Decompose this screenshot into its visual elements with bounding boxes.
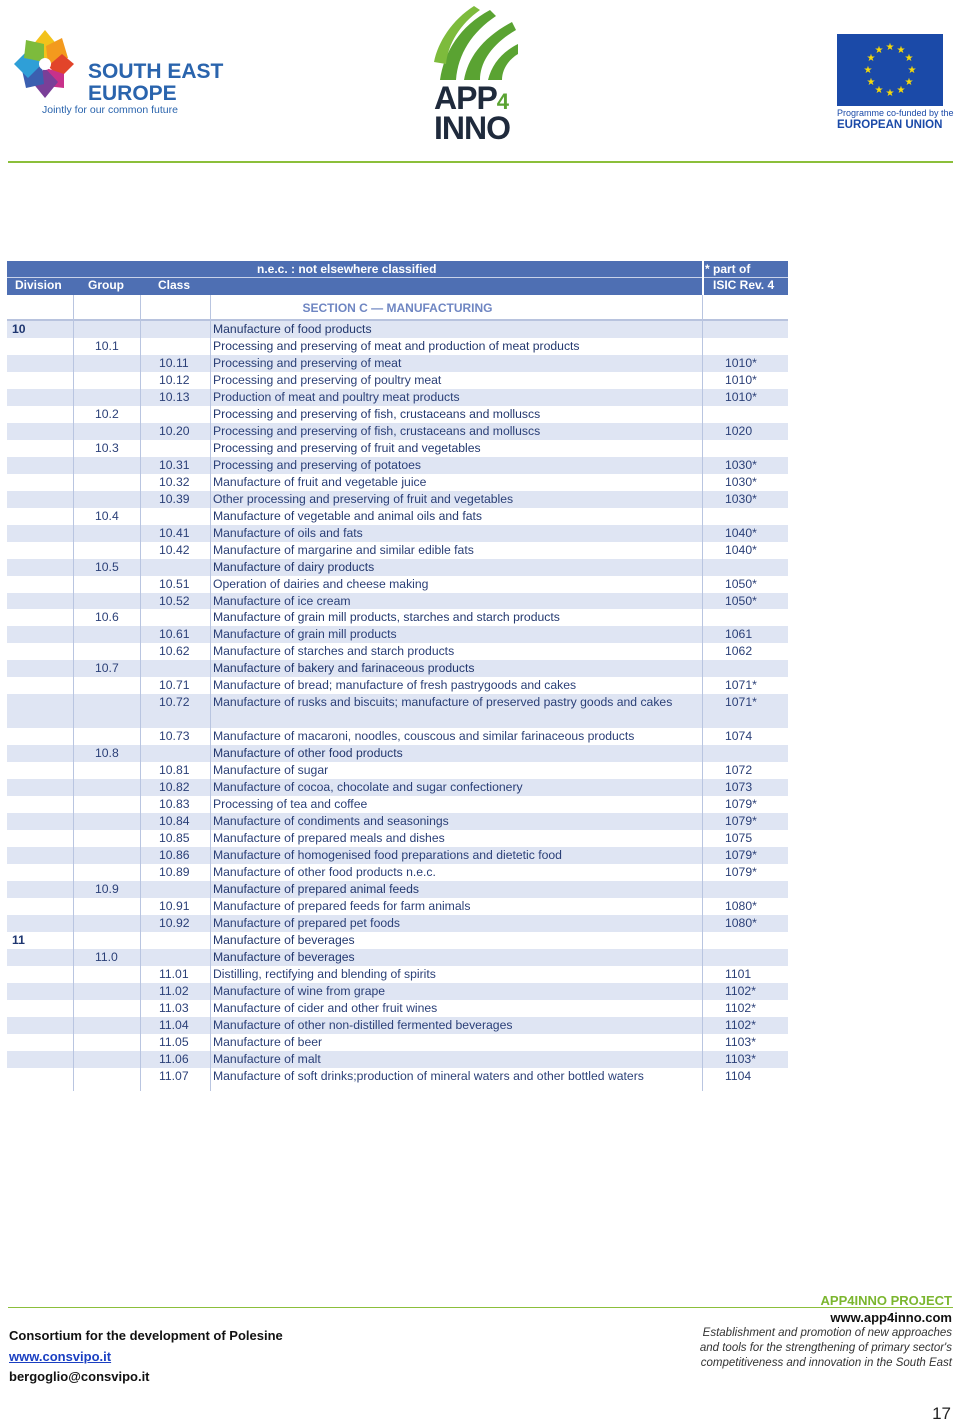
app-four: 4 — [496, 89, 509, 114]
page-number: 17 — [932, 1404, 951, 1423]
row-isic: 1079* — [725, 865, 757, 880]
row-class: 10.12 — [159, 372, 190, 387]
svg-text:★: ★ — [904, 53, 914, 64]
table-row — [7, 966, 788, 983]
table-row — [7, 813, 788, 830]
footer-email: bergoglio@consvipo.it — [9, 1369, 150, 1384]
col-divider-4 — [702, 295, 703, 1091]
row-division: 10 — [12, 322, 26, 336]
row-isic: 1062 — [725, 644, 753, 659]
row-class: 10.42 — [159, 542, 190, 557]
row-description: Manufacture of ice cream — [213, 593, 351, 608]
row-description: Processing and preserving of meat and production of meat products — [213, 338, 580, 353]
svg-text:★: ★ — [896, 85, 906, 96]
row-class: 10.62 — [159, 644, 190, 659]
table-row — [7, 1068, 788, 1085]
row-description: Distilling, rectifying and blending of spirits — [213, 966, 436, 981]
svg-text:★: ★ — [885, 42, 895, 53]
row-isic: 1103* — [725, 1051, 756, 1066]
app-word: APP — [434, 80, 497, 116]
row-description: Manufacture of condiments and seasonings — [213, 814, 449, 829]
footer-org: Consortium for the development of Polesine — [9, 1328, 283, 1343]
row-description: Processing and preserving of fish, crustaceans and molluscs — [213, 423, 541, 438]
table-row — [7, 355, 788, 372]
row-description: Manufacture of prepared meals and dishes — [213, 831, 445, 846]
row-group: 11.0 — [95, 949, 118, 964]
row-description: Manufacture of prepared animal feeds — [213, 881, 419, 896]
row-class: 10.13 — [159, 389, 190, 404]
table-row — [7, 576, 788, 593]
table-row — [7, 830, 788, 847]
row-isic: 1101 — [725, 966, 752, 981]
row-group: 10.5 — [95, 559, 119, 574]
see-flower-icon — [6, 26, 84, 104]
table-row — [7, 321, 788, 338]
row-class: 10.91 — [159, 898, 190, 913]
table-row — [7, 660, 788, 677]
table-row — [7, 626, 788, 643]
table-row — [7, 728, 788, 745]
row-isic: 1102* — [725, 1017, 756, 1032]
col-divider-2 — [140, 295, 141, 1091]
table-row — [7, 881, 788, 898]
table-row — [7, 389, 788, 406]
nace-table — [7, 261, 788, 1091]
row-isic: 1079* — [725, 797, 757, 812]
row-description: Manufacture of oils and fats — [213, 525, 363, 540]
row-isic: 1102* — [725, 1000, 756, 1015]
row-isic: 1071* — [725, 695, 757, 710]
row-class: 10.20 — [159, 423, 190, 438]
row-group: 10.1 — [95, 338, 119, 353]
row-isic: 1073 — [725, 780, 753, 795]
row-class: 10.39 — [159, 491, 190, 506]
table-row — [7, 559, 788, 576]
row-class: 10.81 — [159, 763, 190, 778]
table-row — [7, 440, 788, 457]
row-class: 10.82 — [159, 780, 190, 795]
row-division: 11 — [12, 932, 25, 947]
row-description: Manufacture of margarine and similar edible fats — [213, 542, 474, 557]
row-description: Processing of tea and coffee — [213, 797, 368, 812]
see-tagline: Jointly for our common future — [42, 104, 178, 116]
field-stripes-icon — [430, 2, 522, 82]
row-description: Manufacture of dairy products — [213, 559, 375, 574]
nec-note: n.e.c. : not elsewhere classified — [257, 262, 437, 276]
table-row — [7, 745, 788, 762]
table-row — [7, 542, 788, 559]
table-row — [7, 898, 788, 915]
table-row — [7, 593, 788, 610]
header-col-divider — [702, 261, 704, 295]
footer-project — [700, 1292, 952, 1371]
row-class: 10.92 — [159, 915, 190, 930]
svg-text:★: ★ — [885, 88, 895, 99]
app4inno-logo — [430, 2, 522, 144]
table-row — [7, 372, 788, 389]
table-row — [7, 677, 788, 694]
row-isic: 1020 — [725, 423, 753, 438]
row-group: 10.2 — [95, 406, 119, 421]
row-isic: 1010* — [725, 372, 757, 387]
row-isic: 1050* — [725, 576, 757, 591]
row-description: Manufacture of vegetable and animal oils and fats — [213, 508, 482, 523]
header-inner-divider — [7, 277, 788, 278]
row-isic: 1075 — [725, 831, 753, 846]
row-class: 10.83 — [159, 797, 190, 812]
row-description: Manufacture of grain mill products — [213, 627, 397, 642]
row-class: 11.07 — [159, 1068, 189, 1083]
table-row — [7, 796, 788, 813]
row-class: 11.04 — [159, 1017, 189, 1032]
header-division: Division — [15, 278, 62, 292]
row-class: 11.06 — [159, 1051, 189, 1066]
row-isic: 1074 — [725, 729, 753, 744]
row-isic: 1080* — [725, 915, 757, 930]
row-group: 10.4 — [95, 508, 119, 523]
row-description: Manufacture of grain mill products, starches and starch products — [213, 610, 560, 625]
col-divider-1 — [73, 295, 74, 1091]
row-description: Manufacture of starches and starch products — [213, 644, 455, 659]
row-description: Other processing and preserving of fruit and vegetables — [213, 491, 514, 506]
svg-text:★: ★ — [874, 85, 884, 96]
header-divider — [8, 161, 953, 163]
table-row — [7, 423, 788, 440]
row-description: Operation of dairies and cheese making — [213, 576, 429, 591]
row-description: Manufacture of rusks and biscuits; manufacture of preserved pastry goods and cakes — [213, 695, 673, 710]
row-isic: 1103* — [725, 1034, 756, 1049]
table-row — [7, 609, 788, 626]
row-class: 10.71 — [159, 678, 190, 693]
row-description: Manufacture of bread; manufacture of fresh pastrygoods and cakes — [213, 678, 577, 693]
table-row — [7, 1017, 788, 1034]
table-row — [7, 406, 788, 423]
row-description: Manufacture of fruit and vegetable juice — [213, 474, 427, 489]
see-title-line2: EUROPE — [88, 82, 177, 105]
row-class: 10.72 — [159, 695, 190, 710]
row-group: 10.8 — [95, 746, 119, 761]
row-class: 10.86 — [159, 848, 190, 863]
table-row — [7, 847, 788, 864]
footer-website-link[interactable]: www.consvipo.it — [9, 1348, 112, 1364]
svg-text:★: ★ — [896, 45, 906, 56]
svg-text:★: ★ — [866, 53, 876, 64]
row-class: 10.31 — [159, 457, 190, 472]
footer-desc-line1: Establishment and promotion of new approaches — [702, 1327, 952, 1339]
table-row — [7, 457, 788, 474]
table-row — [7, 1034, 788, 1051]
table-row — [7, 949, 788, 966]
eu-flag-icon — [837, 34, 943, 106]
table-body — [7, 321, 788, 1085]
svg-text:★: ★ — [907, 65, 917, 76]
row-isic: 1080* — [725, 898, 757, 913]
row-isic: 1061 — [725, 627, 753, 642]
row-description: Manufacture of wine from grape — [213, 983, 386, 998]
row-group: 10.3 — [95, 440, 119, 455]
row-class: 10.41 — [159, 525, 190, 540]
row-description: Manufacture of soft drinks;production of mineral waters and other bottled waters — [213, 1068, 644, 1083]
south-east-europe-logo — [6, 26, 236, 121]
svg-text:★: ★ — [863, 65, 873, 76]
row-class: 10.52 — [159, 593, 190, 608]
row-class: 10.61 — [159, 627, 190, 642]
table-row — [7, 508, 788, 525]
row-isic: 1071* — [725, 678, 757, 693]
table-row — [7, 474, 788, 491]
eu-caption-line1: Programme co-funded by the — [837, 108, 954, 118]
row-description: Processing and preserving of meat — [213, 355, 402, 370]
row-isic: 1079* — [725, 814, 757, 829]
row-isic: 1030* — [725, 491, 757, 506]
table-row — [7, 338, 788, 355]
row-isic: 1104 — [725, 1068, 752, 1083]
row-description: Manufacture of cider and other fruit wines — [213, 1000, 438, 1015]
row-group: 10.6 — [95, 610, 119, 625]
row-class: 11.05 — [159, 1034, 189, 1049]
table-row — [7, 1051, 788, 1068]
row-group: 10.7 — [95, 661, 119, 676]
row-description: Manufacture of other food products — [213, 746, 403, 761]
row-description: Manufacture of cocoa, chocolate and sugar confectionery — [213, 780, 523, 795]
svg-text:★: ★ — [874, 45, 884, 56]
eu-caption-line2: EUROPEAN UNION — [837, 119, 943, 131]
table-row — [7, 932, 788, 949]
row-isic: 1050* — [725, 593, 757, 608]
row-class: 10.11 — [159, 355, 189, 370]
header-isic-line2: ISIC Rev. 4 — [713, 278, 775, 292]
eu-stars-icon — [837, 34, 943, 106]
row-description: Manufacture of beverages — [213, 932, 355, 947]
row-description: Manufacture of malt — [213, 1051, 321, 1066]
row-isic: 1010* — [725, 355, 757, 370]
header-group: Group — [88, 278, 124, 292]
section-title: SECTION C — MANUFACTURING — [7, 295, 788, 321]
eu-logo — [835, 34, 954, 134]
row-description: Processing and preserving of poultry meat — [213, 372, 442, 387]
app-wordmark-line2: INNO — [434, 110, 510, 146]
row-isic: 1040* — [725, 525, 757, 540]
row-description: Manufacture of other food products n.e.c. — [213, 865, 436, 880]
row-description: Manufacture of prepared pet foods — [213, 915, 400, 930]
row-isic: 1030* — [725, 457, 757, 472]
row-description: Processing and preserving of fish, crustaceans and molluscs — [213, 406, 541, 421]
row-description: Manufacture of sugar — [213, 763, 329, 778]
row-isic: 1102* — [725, 983, 756, 998]
table-row — [7, 694, 788, 728]
table-row — [7, 525, 788, 542]
row-class: 10.32 — [159, 474, 190, 489]
row-description: Manufacture of homogenised food preparations and dietetic food — [213, 848, 562, 863]
row-description: Manufacture of food products — [213, 322, 372, 336]
row-isic: 1010* — [725, 389, 757, 404]
footer-desc-line2: and tools for the strengthening of primary sector's — [699, 1342, 952, 1354]
row-description: Manufacture of prepared feeds for farm animals — [213, 898, 471, 913]
header-class: Class — [158, 278, 191, 292]
footer-project-site: www.app4inno.com — [830, 1310, 952, 1325]
table-header — [7, 261, 788, 295]
row-description: Processing and preserving of potatoes — [213, 457, 421, 472]
row-class: 11.01 — [159, 966, 189, 981]
table-row — [7, 1000, 788, 1017]
row-class: 10.85 — [159, 831, 190, 846]
row-description: Production of meat and poultry meat products — [213, 389, 460, 404]
footer-desc-line3: competitiveness and innovation in the South East — [700, 1357, 952, 1369]
table-row — [7, 864, 788, 881]
row-class: 11.02 — [159, 983, 189, 998]
row-description: Manufacture of beer — [213, 1034, 323, 1049]
page-header — [0, 0, 960, 165]
svg-text:★: ★ — [866, 77, 876, 88]
table-row — [7, 491, 788, 508]
row-isic: 1030* — [725, 474, 757, 489]
row-description: Manufacture of beverages — [213, 949, 355, 964]
table-row — [7, 779, 788, 796]
row-isic: 1040* — [725, 542, 757, 557]
footer-contact — [9, 1326, 283, 1388]
row-description: Manufacture of macaroni, noodles, couscous and similar farinaceous products — [213, 729, 635, 744]
row-description: Manufacture of bakery and farinaceous products — [213, 661, 475, 676]
row-isic: 1079* — [725, 848, 757, 863]
col-divider-3 — [210, 295, 211, 1091]
see-title-line1: SOUTH EAST — [88, 60, 224, 83]
row-class: 10.89 — [159, 865, 190, 880]
table-row — [7, 762, 788, 779]
row-class: 10.73 — [159, 729, 190, 744]
header-isic-line1: * part of — [705, 262, 751, 276]
row-class: 10.84 — [159, 814, 190, 829]
svg-text:★: ★ — [904, 77, 914, 88]
table-row — [7, 643, 788, 660]
table-row — [7, 983, 788, 1000]
row-description: Manufacture of other non-distilled fermented beverages — [213, 1017, 513, 1032]
row-group: 10.9 — [95, 881, 119, 896]
footer-project-name: APP4INNO PROJECT — [820, 1293, 952, 1308]
table-row — [7, 915, 788, 932]
row-class: 10.51 — [159, 576, 190, 591]
row-description: Processing and preserving of fruit and vegetables — [213, 440, 481, 455]
row-class: 11.03 — [159, 1000, 189, 1015]
row-isic: 1072 — [725, 763, 753, 778]
